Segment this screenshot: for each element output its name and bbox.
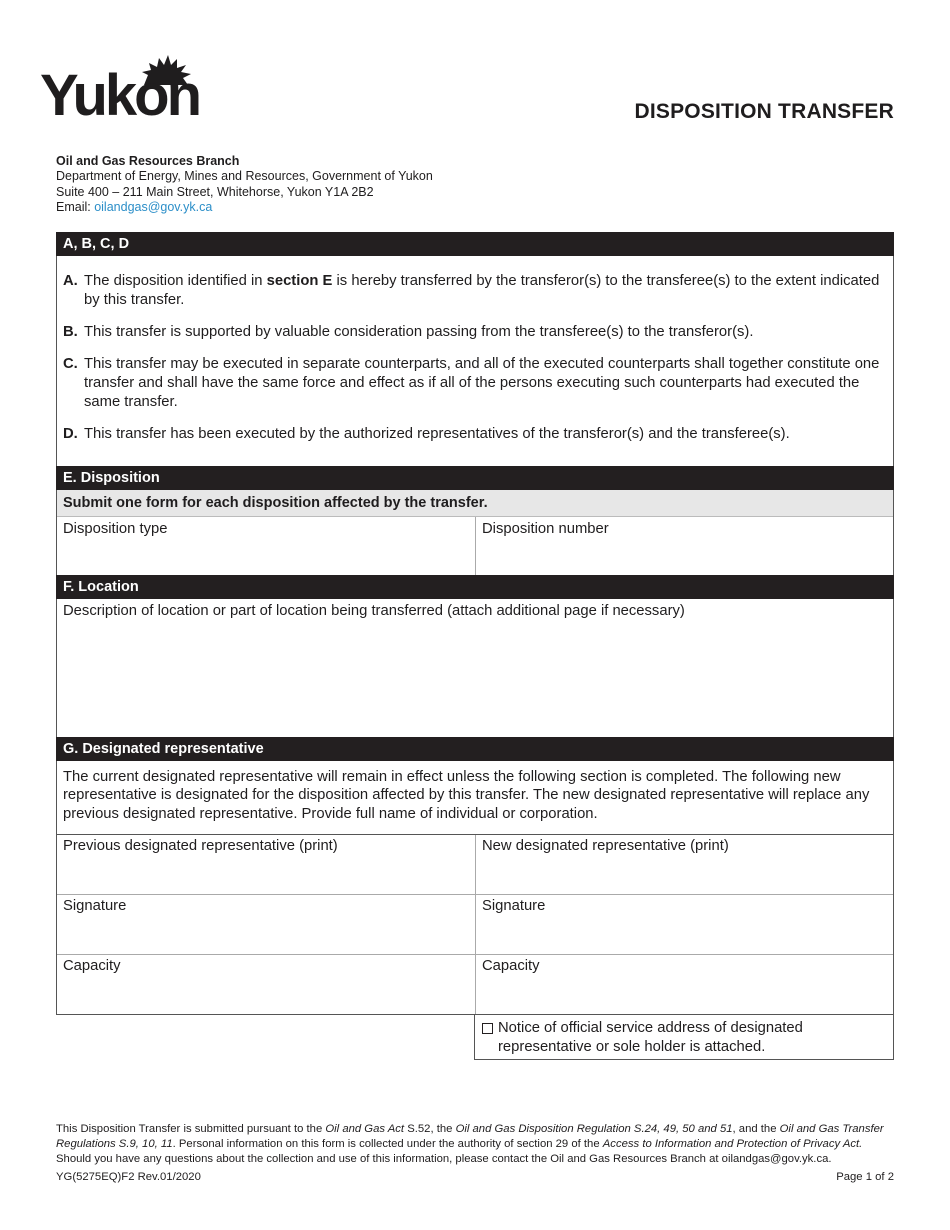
transfer-form <box>56 232 894 1061</box>
section-f-header: F. Location <box>56 575 894 599</box>
location-description-field[interactable]: Description of location or part of location being transferred (attach additional page if necessary) <box>56 599 894 737</box>
address: Suite 400 – 211 Main Street, Whitehorse, Yukon Y1A 2B2 <box>56 184 374 199</box>
section-e-header: E. Disposition <box>56 466 894 490</box>
email-link[interactable]: oilandgas@gov.yk.ca <box>94 199 213 214</box>
service-address-checkbox[interactable] <box>482 1023 493 1034</box>
previous-representative-field[interactable]: Previous designated representative (print) <box>63 837 338 854</box>
page-number: Page 1 of 2 <box>836 1171 894 1183</box>
clause-b: B. This transfer is supported by valuable consideration passing from the transferee(s) to the transferor(s). <box>63 324 754 341</box>
previous-capacity-field[interactable]: Capacity <box>63 957 121 974</box>
logo-text: Yukon <box>40 63 200 128</box>
section-g-intro: The current designated representative will remain in effect unless the following section is completed. The following new representative is designated for the disposition affected by this transfer. The new designated representative will replace any previous designated representative. Provide full name of individual or corporation. <box>57 761 893 835</box>
email-label: Email: <box>56 199 95 214</box>
document-title: DISPOSITION TRANSFER <box>634 100 894 123</box>
new-signature-field[interactable]: Signature <box>475 895 893 954</box>
previous-signature-field[interactable]: Signature <box>63 897 127 914</box>
disposition-type-field[interactable]: Disposition type <box>63 520 168 537</box>
email-line <box>56 200 433 215</box>
branch-info <box>56 154 433 215</box>
footer-legal-text: This Disposition Transfer is submitted pursuant to the Oil and Gas Act S.52, the Oil and Gas Disposition Regulation S.24, 49, 50 and 51, and the Oil and Gas Transfer Regulations S.9, 10, 11. Personal information on this form is collected under the authority of section 29 of the Access to Information and Protection of Privacy Act. Should you have any questions about the collection and use of this information, please contact the Oil and Gas Resources Branch at oilandgas@gov.yk.ca. <box>56 1123 884 1165</box>
disposition-number-field[interactable]: Disposition number <box>475 517 893 575</box>
new-capacity-field[interactable]: Capacity <box>475 955 893 1014</box>
department: Department of Energy, Mines and Resources, Government of Yukon <box>56 169 433 184</box>
section-g-header: G. Designated representative <box>56 737 894 761</box>
form-number: YG(5275EQ)F2 Rev.01/2020 <box>56 1171 201 1183</box>
section-g <box>56 761 894 1015</box>
new-representative-field[interactable]: New designated representative (print) <box>475 835 893 894</box>
clause-a: A. The disposition identified in section E is hereby transferred by the transferor(s) to the transferee(s) to the extent indicated by this transfer. <box>63 273 880 308</box>
yukon-logo <box>40 55 212 128</box>
branch-name: Oil and Gas Resources Branch <box>56 154 240 168</box>
section-abcd <box>56 256 894 466</box>
section-abcd-header: A, B, C, D <box>56 232 894 256</box>
clause-c: C. This transfer may be executed in separate counterparts, and all of the executed counterparts shall together constitute one transfer and shall have the same force and effect as if all of the persons executing such counterparts had executed the same transfer. <box>63 356 880 410</box>
clause-d: D. This transfer has been executed by the authorized representatives of the transferor(s) and the transferee(s). <box>63 426 790 443</box>
service-address-notice: Notice of official service address of designated representative or sole holder is attached. <box>474 1015 894 1060</box>
section-e-subheader: Submit one form for each disposition affected by the transfer. <box>57 490 893 517</box>
